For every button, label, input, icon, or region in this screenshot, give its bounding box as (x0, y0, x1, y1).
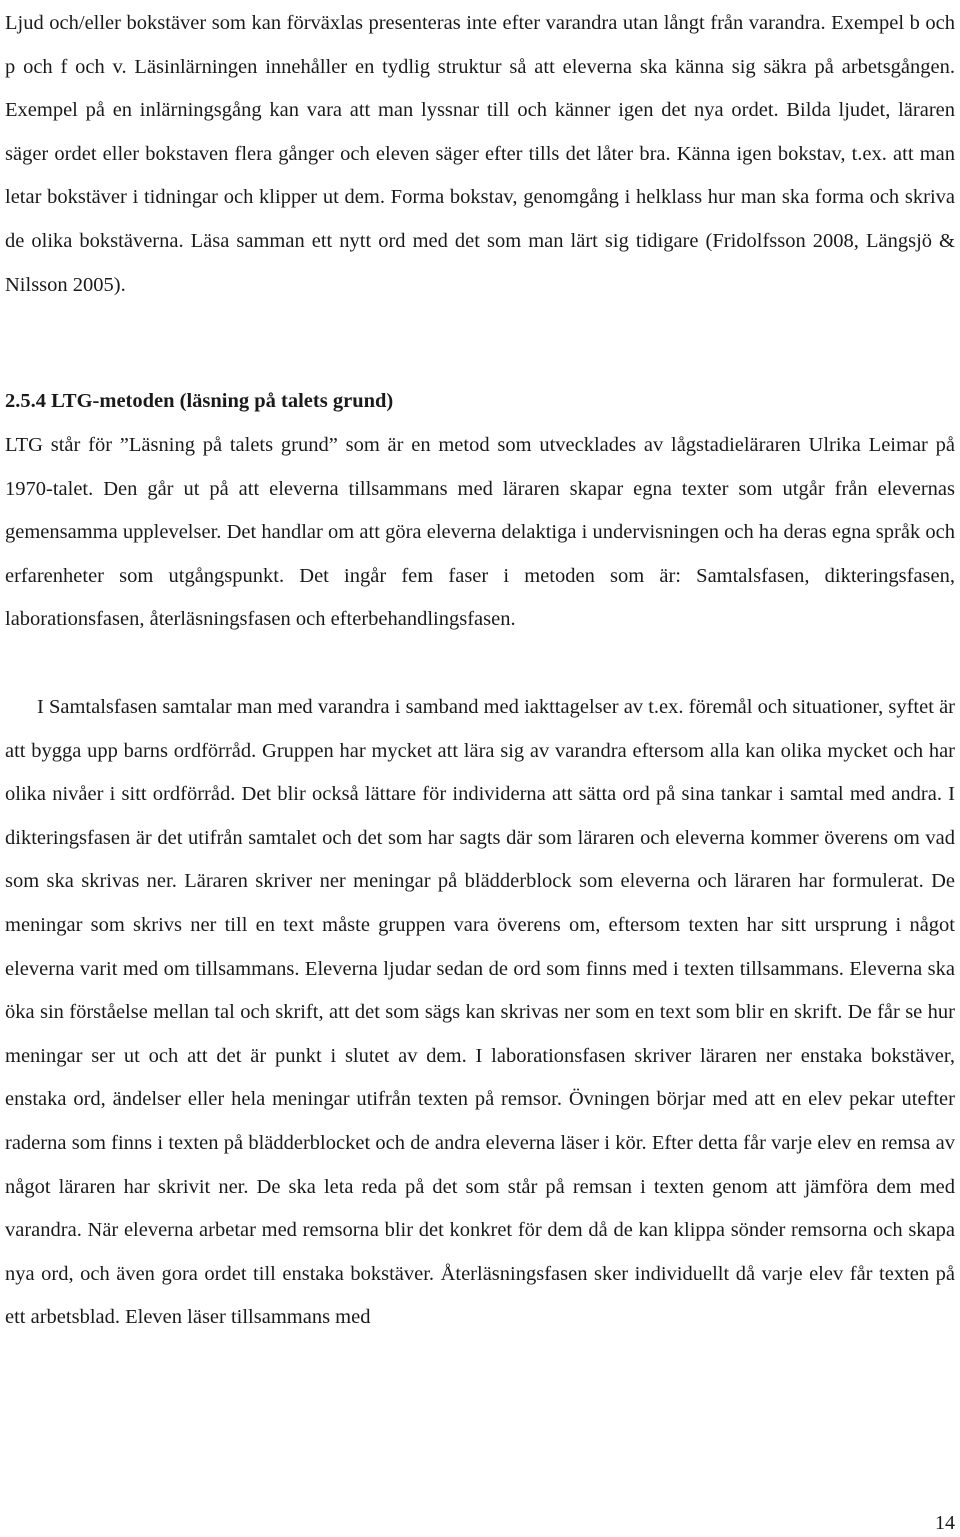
page-number: 14 (935, 1512, 955, 1534)
body-paragraph-2: LTG står för ”Läsning på talets grund” som är en metod som utvecklades av lågstadieläraren Ulrika Leimar på 1970-talet. Den går ut på att eleverna tillsammans med läraren skapar egna texter som utgår från elevernas gemensamma upplevelser. Det handlar om att göra eleverna delaktiga i undervisningen och ha deras egna språk och erfarenheter som utgångspunkt. Det ingår fem faser i metoden som är: Samtalsfasen, dikteringsfasen, laborationsfasen, återläsningsfasen och efterbehandlingsfasen. (5, 434, 955, 631)
body-paragraph-1: Ljud och/eller bokstäver som kan förväxlas presenteras inte efter varandra utan långt från varandra. Exempel b och p och f och v. Läsinlärningen innehåller en tydlig struktur så att eleverna ska känna sig säkra på arbetsgången. Exempel på en inlärningsgång kan vara att man lyssnar till och känner igen det nya ordet. Bilda ljudet, läraren säger ordet eller bokstaven flera gånger och eleven säger efter tills det låter bra. Känna igen bokstav, t.ex. att man letar bokstäver i tidningar och klipper ut dem. Forma bokstav, genomgång i helklass hur man ska forma och skriva de olika bokstäverna. Läsa samman ett nytt ord med det som man lärt sig tidigare (Fridolfsson 2008, Längsjö & Nilsson 2005). (5, 12, 955, 296)
body-paragraph-3: I Samtalsfasen samtalar man med varandra i samband med iakttagelser av t.ex. föremål och situationer, syftet är att bygga upp barns ordförråd. Gruppen har mycket att lära sig av varandra eftersom alla kan olika mycket och har olika nivåer i sitt ordförråd. Det blir också lättare för individerna att sätta ord på sina tankar i samtal med andra. I dikteringsfasen är det utifrån samtalet och det som har sagts där som läraren och eleverna kommer överens om vad som ska skrivas ner. Läraren skriver ner meningar på blädderblock som eleverna och läraren har formulerat. De meningar som skrivs ner till en text måste gruppen vara överens om, eftersom texten har sitt ursprung i något eleverna varit med om tillsammans. Eleverna ljudar sedan de ord som finns med i texten tillsammans. Eleverna ska öka sin förståelse mellan tal och skrift, att det som sägs kan skrivas ner som en text som blir en skrift. De får se hur meningar ser ut och att det är punkt i slutet av dem. I laborationsfasen skriver läraren ner enstaka bokstäver, enstaka ord, ändelser eller hela meningar utifrån texten på remsor. Övningen börjar med att en elev pekar utefter raderna som finns i texten på blädderblocket och de andra eleverna läser i kör. Efter detta får varje elev en remsa av något läraren har skrivit ner. De ska leta reda på det som står på remsan i texten genom att jämföra dem med varandra. När eleverna arbetar med remsorna blir det konkret för dem då de kan klippa sönder remsorna och skapa nya ord, och även gora ordet till enstaka bokstäver. Återläsningsfasen sker individuellt då varje elev får texten på ett arbetsblad. Eleven läser tillsammans med (5, 696, 955, 1329)
section-heading: 2.5.4 LTG-metoden (läsning på talets grund) (5, 390, 394, 412)
